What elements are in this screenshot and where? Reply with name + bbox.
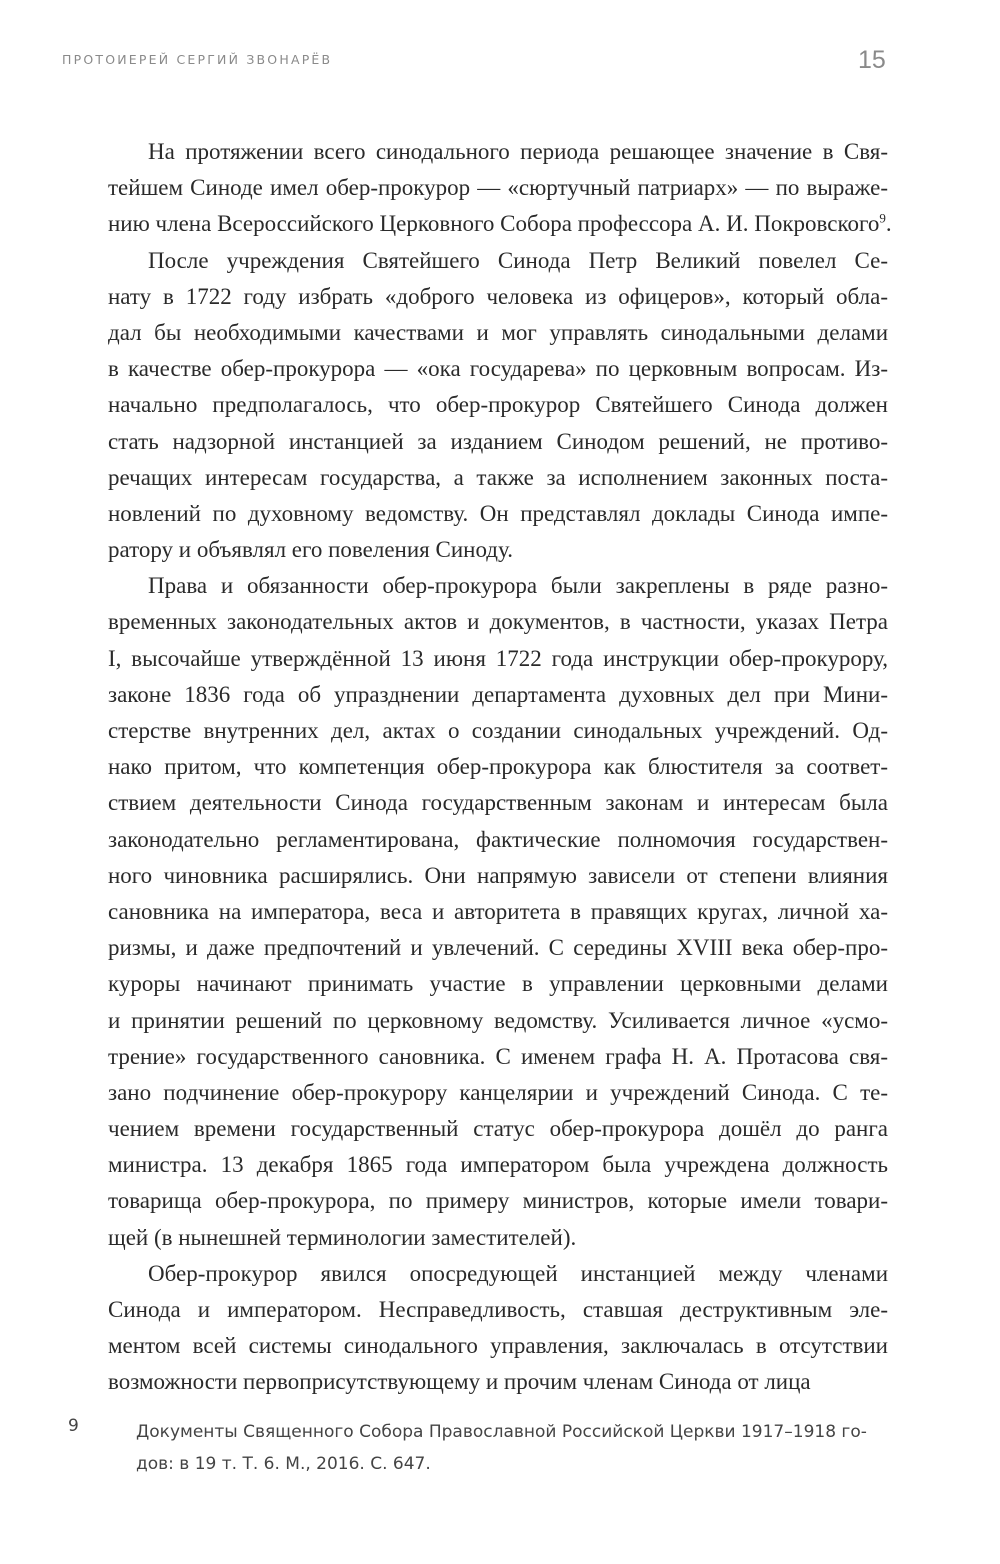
text-line — [108, 1292, 888, 1328]
page-number: 15 — [858, 46, 886, 74]
text-line — [108, 641, 888, 677]
line-text: в качестве обер-прокурора — «ока государева» по церковным вопросам. Из- — [108, 356, 888, 382]
line-text: Синода и императором. Несправедливость, ставшая деструктивным эле- — [108, 1297, 888, 1322]
footnote-ref[interactable]: 9 — [879, 210, 886, 226]
line-text: товарища обер-прокурора, по примеру министров, которые имели товари- — [108, 1188, 888, 1214]
text-line — [108, 604, 888, 640]
line-text: и принятии решений по церковному ведомству. Усиливается личное «усмо- — [108, 1007, 888, 1033]
line-text: После учреждения Святейшего Синода Петр Великий повелел Се- — [148, 247, 888, 273]
text-line — [108, 424, 888, 460]
text-line — [148, 1256, 888, 1292]
text-line — [108, 966, 888, 1002]
line-text: Права и обязанности обер-прокурора были закреплены в ряде разно- — [148, 573, 888, 599]
text-line — [108, 785, 888, 821]
text-line — [108, 822, 888, 858]
text-line — [108, 460, 888, 496]
line-text: ного чиновника расширялись. Они напрямую зависели от степени влияния — [108, 862, 888, 888]
paragraph — [108, 1256, 888, 1401]
text-line — [108, 496, 888, 532]
line-text: ризмы, и даже предпочтений и увлечений. С середины XVIII века обер-про- — [108, 935, 888, 961]
text-line — [108, 1003, 888, 1039]
line-text: стать надзорной инстанцией за изданием Синодом решений, не противо- — [108, 428, 888, 454]
line-text: щей (в нынешней терминологии заместителей). — [108, 1224, 577, 1250]
paragraph — [108, 568, 888, 1256]
text-line — [108, 930, 888, 966]
text-line — [148, 568, 888, 604]
text-line — [108, 677, 888, 713]
text-line — [108, 279, 888, 315]
line-text: стерстве внутренних дел, актах о создании синодальных учреждений. Од- — [108, 718, 888, 743]
text-line — [108, 315, 888, 351]
line-text: временных законодательных актов и документов, в частности, указах Петра — [108, 609, 888, 635]
line-text: Обер-прокурор явился опосредующей инстанцией между членами — [148, 1260, 888, 1286]
text-line — [108, 170, 888, 206]
line-text: начально предполагалось, что обер-прокурор Святейшего Синода должен — [108, 392, 888, 418]
line-text: куроры начинают принимать участие в управлении церковными делами — [108, 971, 888, 997]
footnote-number: 9 — [68, 1416, 79, 1436]
line-text: законодательно регламентирована, фактические полномочия государствен- — [108, 826, 888, 852]
line-text: законе 1836 года об упразднении департамента духовных дел при Мини- — [108, 681, 888, 707]
line-text: I, высочайше утверждённой 13 июня 1722 года инструкции обер-прокурору, — [108, 645, 888, 671]
footnote-line: дов: в 19 т. Т. 6. М., 2016. С. 647. — [136, 1454, 431, 1474]
paragraph — [108, 134, 892, 243]
text-line — [108, 532, 888, 568]
line-text: нако притом, что компетенция обер-прокурора как блюстителя за соответ- — [108, 754, 888, 780]
text-line — [148, 134, 888, 170]
line-text: речащих интересам государства, а также за исполнением законных поста- — [108, 464, 888, 490]
text-line — [108, 894, 888, 930]
paragraph — [108, 243, 888, 569]
footnote-line: Документы Священного Собора Православной Российской Церкви 1917–1918 го- — [136, 1422, 867, 1442]
line-text: возможности первоприсутствующему и прочим членам Синода от лица — [108, 1369, 811, 1395]
line-text: тейшем Синоде имел обер-прокурор — «сюртучный патриарх» — по выраже- — [108, 175, 888, 201]
text-line — [108, 1183, 888, 1219]
line-text: сановника на императора, веса и авторитета в правящих кругах, личной ха- — [108, 898, 888, 924]
body-text — [108, 134, 892, 1401]
line-text: нию члена Всероссийского Церковного Собора профессора А. И. Покровского — [108, 211, 880, 237]
line-text: зано подчинение обер-прокурору канцелярии и учреждений Синода. С те- — [108, 1079, 888, 1105]
running-header: ПРОТОИЕРЕЙ СЕРГИЙ ЗВОНАРЁВ — [62, 52, 333, 67]
text-line — [108, 351, 888, 387]
text-line — [108, 1328, 888, 1364]
text-line — [108, 1111, 888, 1147]
line-text: дал бы необходимыми качествами и мог управлять синодальными делами — [108, 319, 888, 345]
line-text: На протяжении всего синодального периода решающее значение в Свя- — [148, 139, 888, 164]
text-line — [108, 1147, 888, 1183]
line-text: ратору и объявлял его повеления Синоду. — [108, 537, 513, 563]
text-line — [108, 1220, 888, 1256]
text-line — [108, 1039, 888, 1075]
punctuation: . — [885, 211, 892, 237]
text-line — [108, 1364, 888, 1400]
text-line — [108, 1075, 888, 1111]
text-line — [108, 749, 888, 785]
text-line — [108, 858, 888, 894]
text-line — [108, 206, 892, 242]
line-text: нату в 1722 году избрать «доброго человека из офицеров», который обла- — [108, 283, 888, 309]
line-text: новлений по духовному ведомству. Он представлял доклады Синода импе- — [108, 500, 888, 526]
text-line — [108, 387, 888, 423]
text-line — [108, 713, 888, 749]
line-text: ствием деятельности Синода государственным законам и интересам была — [108, 790, 888, 816]
line-text: трение» государственного сановника. С именем графа Н. А. Протасова свя- — [108, 1043, 888, 1069]
footnote-text — [136, 1416, 888, 1480]
line-text: чением времени государственный статус обер-прокурора дошёл до ранга — [108, 1116, 888, 1142]
line-text: ментом всей системы синодального управления, заключалась в отсутствии — [108, 1333, 888, 1359]
text-line — [148, 243, 888, 279]
line-text: министра. 13 декабря 1865 года императором была учреждена должность — [108, 1152, 888, 1178]
